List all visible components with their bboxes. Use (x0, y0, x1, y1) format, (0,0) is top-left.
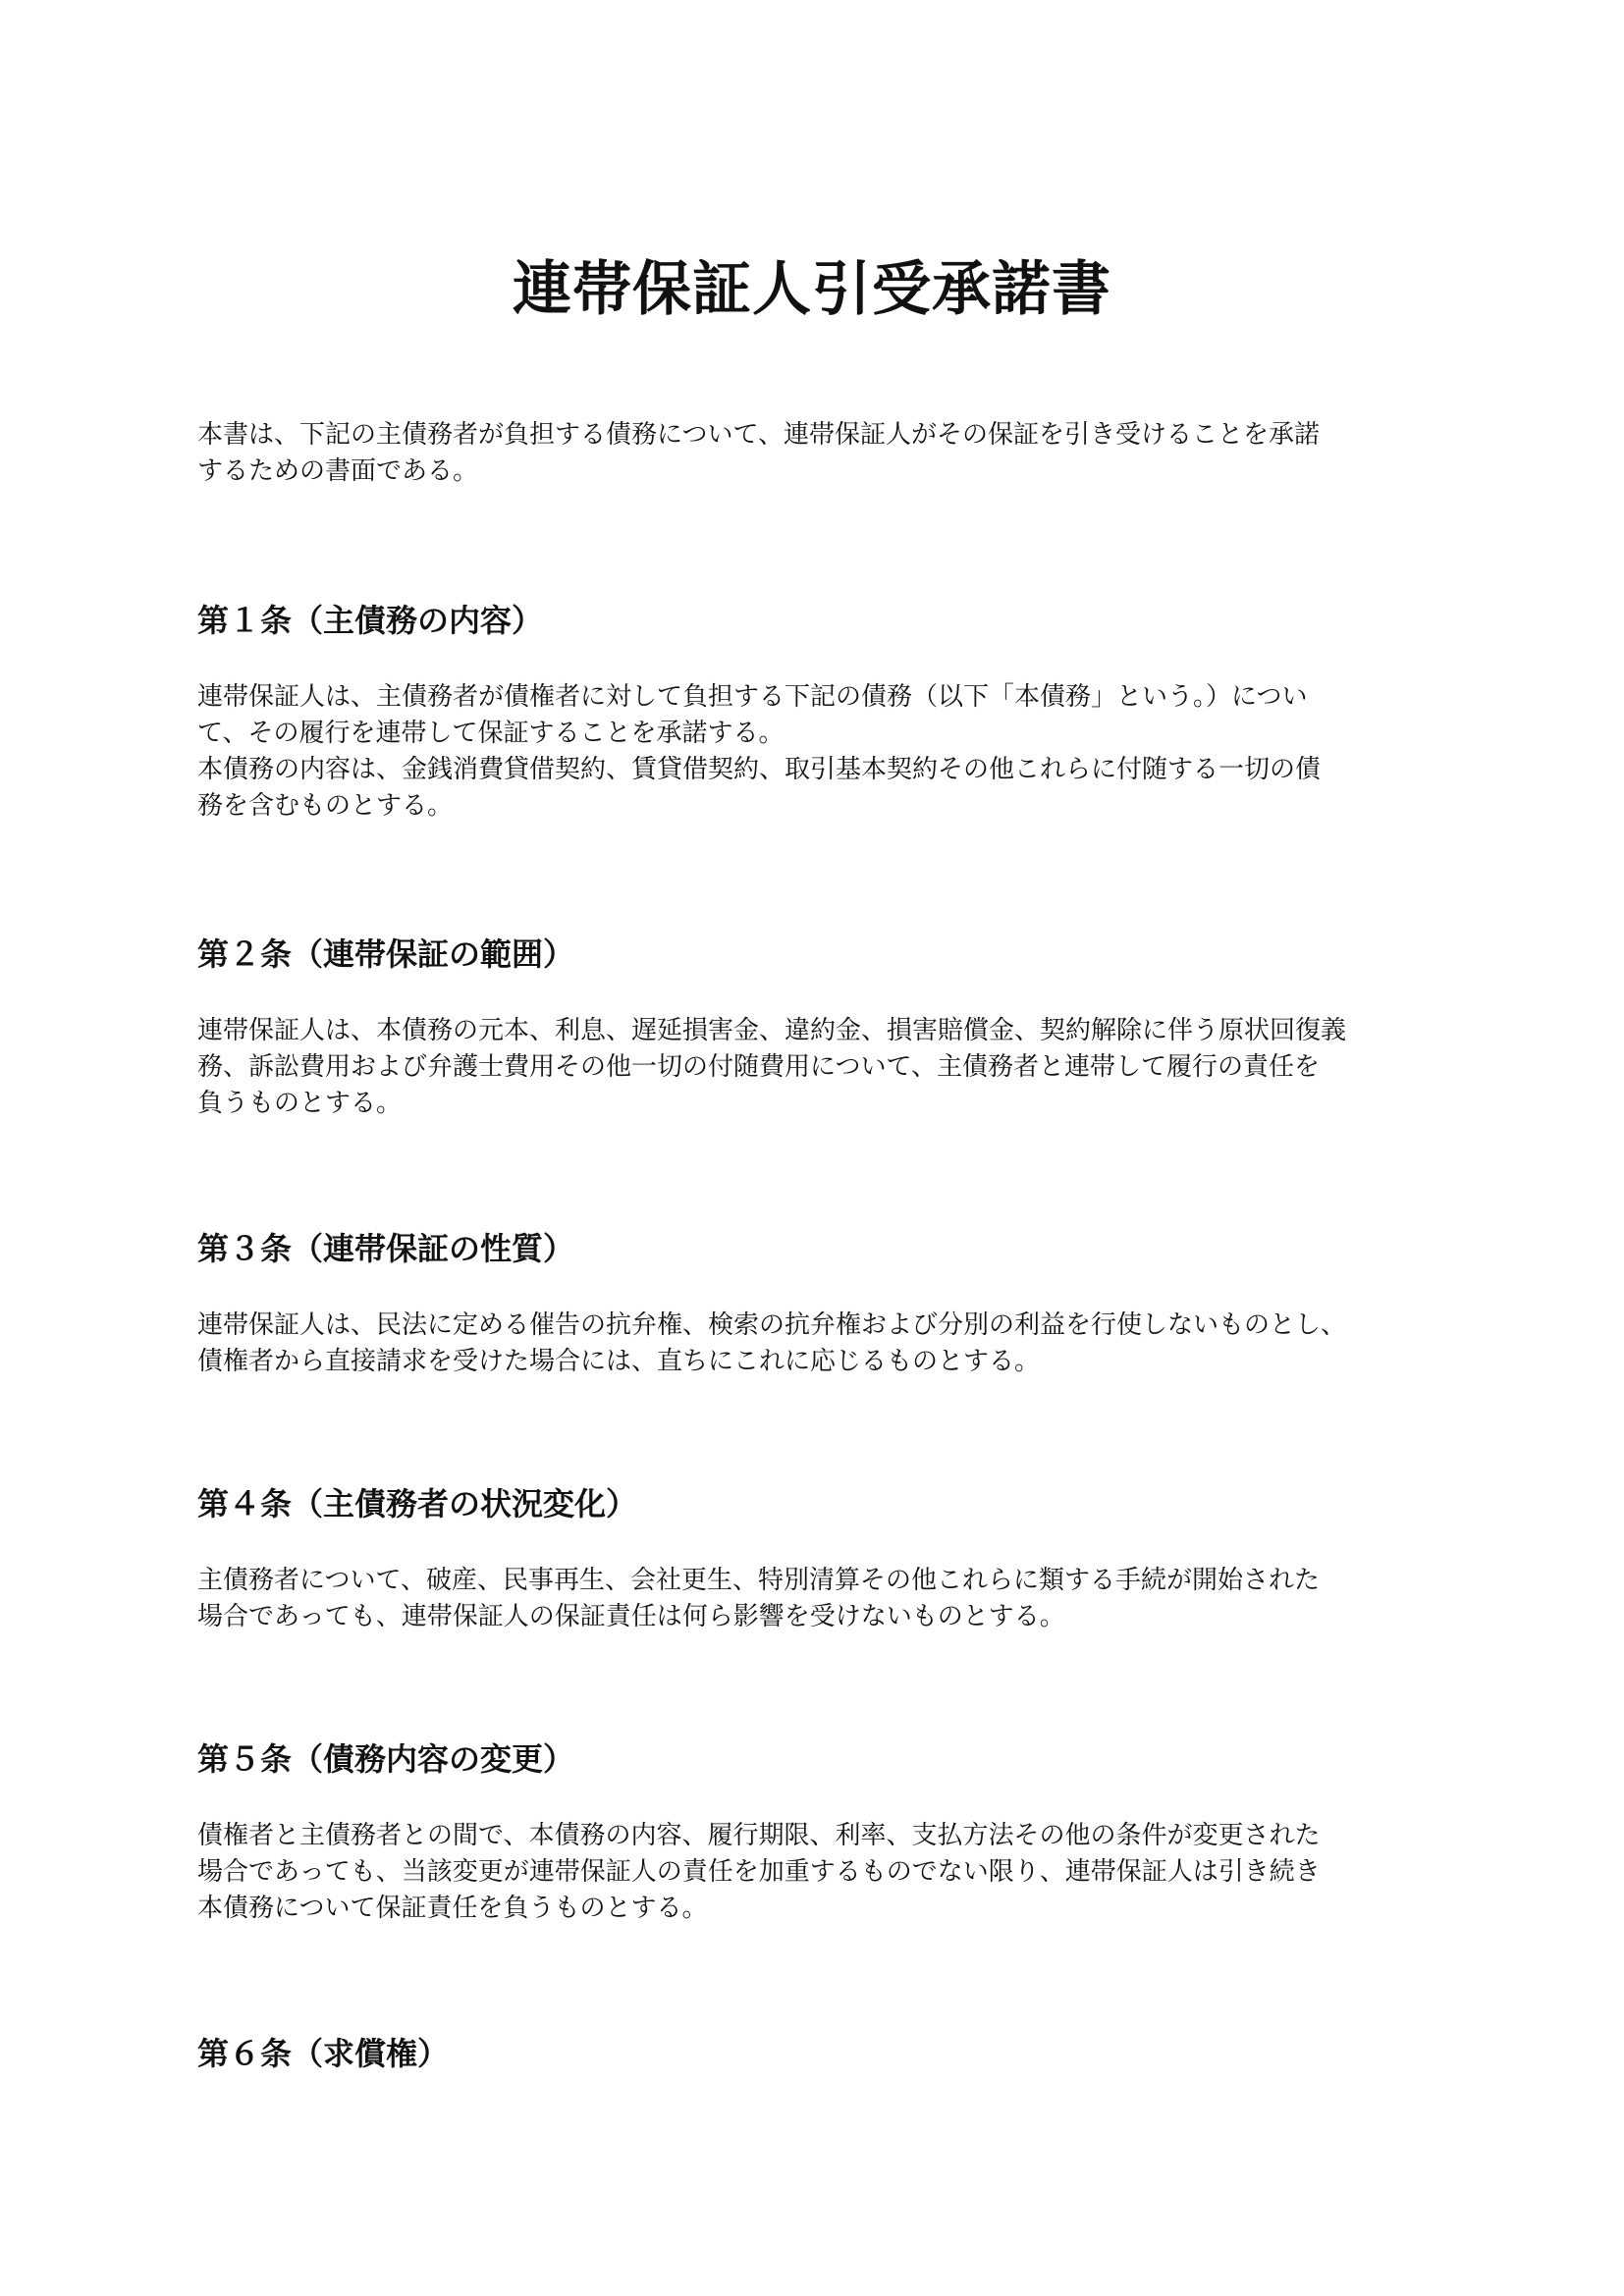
text-line: 主債務者について、破産、民事再生、会社更生、特別清算その他これらに類する手続が開始された (197, 1566, 1320, 1595)
article-4-heading: 第４条（主債務者の状況変化） (197, 1485, 638, 1522)
text-line: 連帯保証人は、本債務の元本、利息、遅延損害金、違約金、損害賠償金、契約解除に伴う原状回復義 (197, 1016, 1347, 1045)
article-5-heading: 第５条（債務内容の変更） (197, 1740, 575, 1778)
text-line: 本債務の内容は、金銭消費貸借契約、賃貸借契約、取引基本契約その他これらに付随する一切の債 (197, 755, 1322, 784)
article-3-paragraph (197, 1308, 1435, 1380)
article-1-heading: 第１条（主債務の内容） (197, 602, 544, 639)
text-line: 場合であっても、連帯保証人の保証責任は何ら影響を受けないものとする。 (197, 1602, 1065, 1631)
article-2-heading: 第２条（連帯保証の範囲） (197, 935, 575, 973)
article-2-paragraph (197, 1013, 1435, 1122)
text-line: 務を含むものとする。 (197, 791, 454, 821)
article-1-paragraph (197, 679, 1435, 825)
text-line: 債権者と主債務者との間で、本債務の内容、履行期限、利率、支払方法その他の条件が変更された (197, 1821, 1321, 1850)
text-line: 本債務について保証責任を負うものとする。 (197, 1894, 708, 1923)
text-line: 務、訴訟費用および弁護士費用その他一切の付随費用について、主債務者と連帯して履行の責任を (197, 1052, 1320, 1082)
article-4-paragraph (197, 1563, 1435, 1635)
text-line: て、その履行を連帯して保証することを承諾する。 (197, 719, 785, 748)
text-line: 本書は、下記の主債務者が負担する債務について、連帯保証人がその保証を引き受けることを承諾 (197, 420, 1320, 450)
text-line: 債権者から直接請求を受けた場合には、直ちにこれに応じるものとする。 (197, 1347, 1041, 1376)
article-5-paragraph (197, 1818, 1435, 1927)
document-title: 連帯保証人引受承諾書 (513, 255, 1111, 324)
article-3-heading: 第３条（連帯保証の性質） (197, 1230, 575, 1267)
text-line: するための書面である。 (197, 456, 479, 486)
text-line: 負うものとする。 (197, 1089, 403, 1118)
text-line: 場合であっても、当該変更が連帯保証人の責任を加重するものでない限り、連帯保証人は引き続き (197, 1857, 1321, 1887)
article-6-heading: 第６条（求償権） (197, 2035, 450, 2072)
text-line: 連帯保証人は、主債務者が債権者に対して負担する下記の債務（以下「本債務」という。）につい (197, 682, 1308, 712)
preamble-paragraph (197, 417, 1435, 490)
text-line: 連帯保証人は、民法に定める催告の抗弁権、検索の抗弁権および分別の利益を行使しないものとし、 (197, 1310, 1347, 1340)
